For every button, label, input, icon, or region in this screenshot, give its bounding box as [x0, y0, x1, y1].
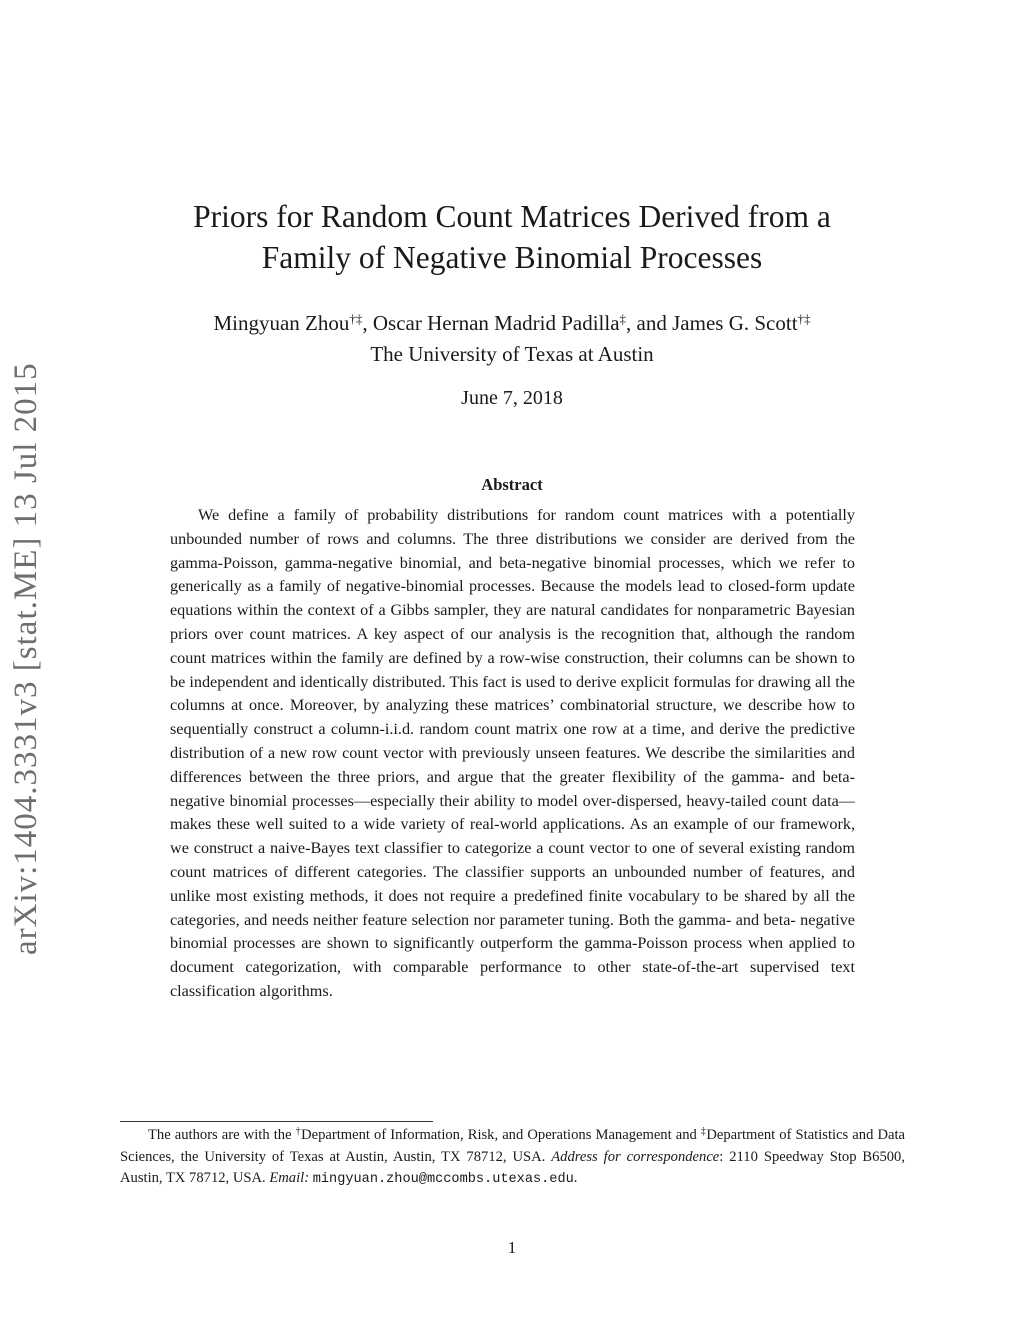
- author-zhou: Mingyuan Zhou: [213, 311, 350, 335]
- author-separator: , and: [626, 311, 673, 335]
- author-scott: James G. Scott: [672, 311, 798, 335]
- address-label: Address for correspondence: [551, 1148, 720, 1165]
- arxiv-identifier-stamp: arXiv:1404.3331v3 [stat.ME] 13 Jul 2015: [8, 362, 44, 955]
- author-zhou-marks: †‡: [349, 311, 363, 326]
- abstract-heading: Abstract: [481, 475, 543, 494]
- author-padilla: Oscar Hernan Madrid Padilla: [372, 311, 620, 335]
- paper-title-line-2: Family of Negative Binomial Processes: [261, 240, 763, 275]
- author-padilla-marks: ‡: [619, 311, 627, 326]
- author-separator: ,: [362, 311, 373, 335]
- paper-date: June 7, 2018: [461, 387, 563, 409]
- footnote: [120, 1125, 905, 1191]
- footnote-divider: [120, 1121, 433, 1122]
- footnote-mark-dagger: †: [295, 1126, 302, 1137]
- paper-title: [120, 196, 904, 278]
- footnote-end: .: [573, 1170, 578, 1186]
- abstract-text: We define a family of probability distributions for random count matrices with a potentially unbounded number of rows and columns. The three distributions we consider are derived from the gamma-Poisson, gamma-negative binomial, and beta-negative binomial processes, which we refer to generically as a family of negative-binomial processes. Because the models lead to closed-form update equations within the context of a Gibbs sampler, they are natural candidates for nonparametric Bayesian priors over count matrices. A key aspect of our analysis is the recognition that, although the random count matrices within the family are defined by a row-wise construction, their columns can be shown to be independent and identically distributed. This fact is used to derive explicit formulas for drawing all the columns at once. Moreover, by analyzing these matrices’ combinatorial structure, we describe how to sequentially construct a column-i.i.d. random count matrix one row at a time, and derive the predictive distribution of a new row count vector with previously unseen features. We describe the similarities and differences between the three priors, and argue that the greater flexibility of the gamma- and beta- negative binomial processes—especially their ability to model over-dispersed, heavy-tailed count data—makes these well suited to a wide variety of real-world applications. As an example of our framework, we construct a naive-Bayes text classifier to categorize a count vector to one of several existing random count matrices of different categories. The classifier supports an unbounded number of features, and unlike most existing methods, it does not require a predefined finite vocabulary to be shared by all the categories, and needs neither feature selection nor parameter tuning. Both the gamma- and beta- negative binomial processes are shown to significantly outperform the gamma-Poisson process when applied to document categorization, with comparable performance to other state-of-the-art supervised text classification algorithms.: [170, 506, 855, 1000]
- footnote-text: The authors are with the: [148, 1127, 296, 1143]
- footnote-text: Department of Information, Risk, and Operations Management and: [301, 1127, 701, 1143]
- footnote-text: Department of Statistics and Data Sciences, the University of Texas at Austin, Austin, TX 78712, USA.: [120, 1127, 906, 1165]
- author-list: [120, 308, 904, 370]
- footnote-mark-double-dagger: ‡: [700, 1126, 707, 1137]
- paper-title-block: [120, 196, 904, 278]
- page-number: 1: [507, 1238, 517, 1257]
- footnote-address: : 2110 Speedway Stop B6500, Austin, TX 78712, USA.: [120, 1148, 905, 1186]
- email-address: mingyuan.zhou@mccombs.utexas.edu: [312, 1172, 574, 1187]
- author-names-line: [120, 308, 904, 339]
- email-label: Email:: [269, 1170, 310, 1186]
- paper-title-line-1: Priors for Random Count Matrices Derived from a: [193, 199, 831, 234]
- author-scott-marks: †‡: [797, 311, 811, 326]
- affiliation: The University of Texas at Austin: [370, 342, 654, 366]
